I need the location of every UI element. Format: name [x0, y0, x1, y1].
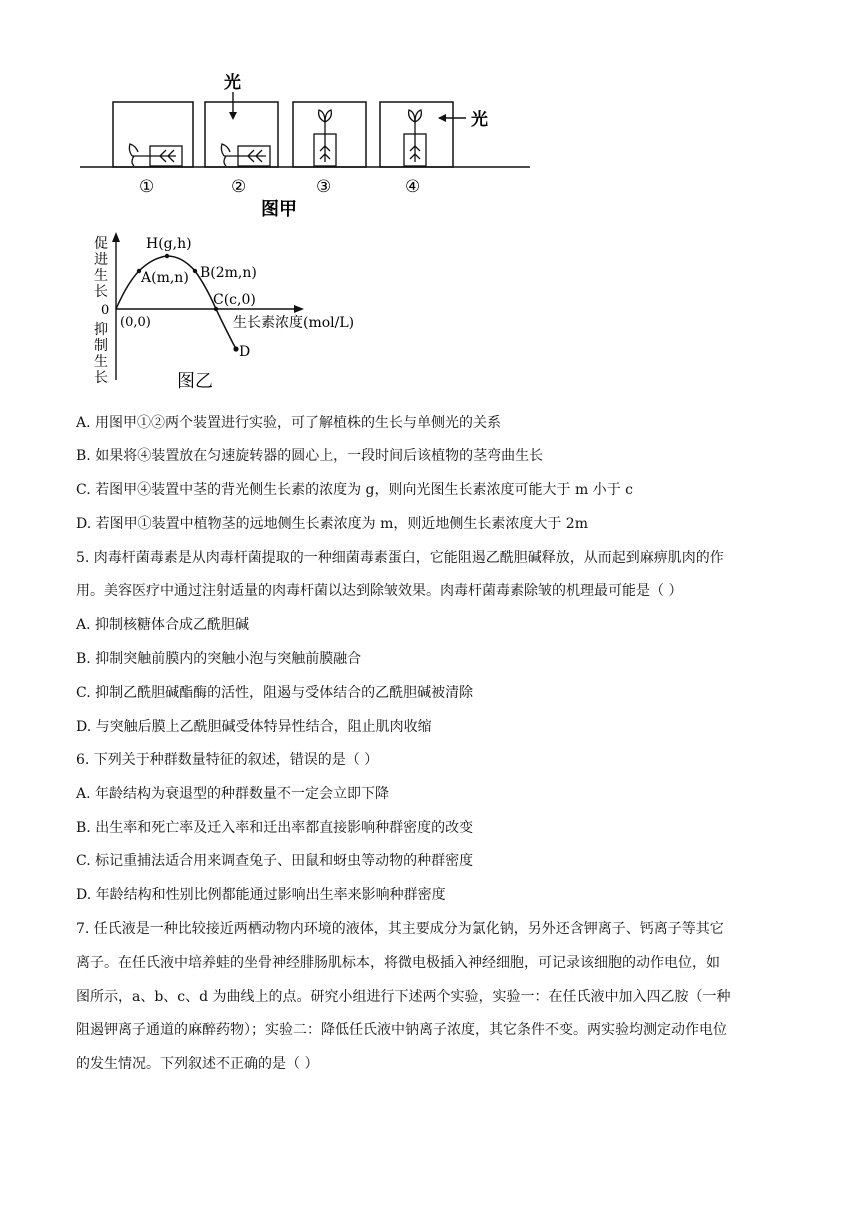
q4-option-b: B. 如果将④装置放在匀速旋转器的圆心上，一段时间后该植物的茎弯曲生长: [76, 448, 544, 464]
q5-option-b: B. 抑制突触前膜内的突触小泡与突触前膜融合: [76, 651, 362, 667]
label-4: ④: [405, 177, 421, 197]
label-1: ①: [139, 177, 155, 197]
q7-line2: 离子。在任氏液中培养蛙的坐骨神经腓肠肌标本，将微电极插入神经细胞，可记录该细胞的动作电位，如: [76, 955, 720, 971]
point-D-label: D: [239, 344, 251, 360]
q7-line4: 阻遏钾离子通道的麻醉药物）；实验二：降低任氏液中钠离子浓度，其它条件不变。两实验均测定动作电位: [76, 1022, 727, 1038]
light-side-label: 光: [471, 110, 488, 130]
q5-option-d: D. 与突触后膜上乙酰胆碱受体特异性结合，阻止肌肉收缩: [76, 719, 432, 735]
point-D-marker: [233, 346, 238, 351]
zero-label: 0: [101, 303, 110, 318]
x-axis-arrow-icon: [294, 305, 304, 313]
point-H-marker: [165, 254, 169, 258]
q7-line3: 图所示，a、b、c、d 为曲线上的点。研究小组进行下述两个实验，实验一：在任氏液中加入四乙胺（一种: [76, 989, 731, 1005]
ylabel-down-4: 长: [94, 370, 108, 386]
q5-stem-line1: 5. 肉毒杆菌毒素是从肉毒杆菌提取的一种细菌毒素蛋白，它能阻遏乙酰胆碱释放，从而起到麻痹肌肉的作: [76, 550, 724, 566]
point-B-label: B(2m,n): [200, 265, 257, 281]
q6-option-b: B. 出生率和死亡率及迁入率和迁出率都直接影响种群密度的改变: [76, 820, 474, 836]
ylabel-up-2: 进: [94, 252, 108, 268]
q4-option-a: A. 用图甲①②两个装置进行实验，可了解植株的生长与单侧光的关系: [76, 415, 502, 431]
figure-jia-caption: 图甲: [261, 199, 297, 220]
light-top-label: 光: [224, 73, 241, 93]
q4-option-c: C. 若图甲④装置中茎的背光侧生长素的浓度为 g，则向光图生长素浓度可能大于 m 小于 c: [76, 482, 633, 498]
y-axis-arrow-icon: [112, 232, 120, 242]
q7-line5: 的发生情况。下列叙述不正确的是（ ）: [76, 1056, 319, 1072]
label-3: ③: [316, 177, 332, 197]
figure-yi-caption: 图乙: [177, 371, 213, 392]
q5-stem-line2: 用。美容医疗中通过注射适量的肉毒杆菌以达到除皱效果。肉毒杆菌毒素除皱的机理最可能是（ ）: [76, 583, 683, 599]
label-2: ②: [231, 177, 247, 197]
ylabel-down-2: 制: [94, 338, 108, 354]
q6-option-c: C. 标记重捕法适合用来调查兔子、田鼠和蚜虫等动物的种群密度: [76, 853, 474, 869]
point-B-marker: [193, 269, 197, 273]
q6-option-d: D. 年龄结构和性别比例都能通过影响出生率来影响种群密度: [76, 887, 446, 903]
ylabel-up-4: 长: [94, 284, 108, 300]
point-H-label: H(g,h): [146, 236, 192, 252]
point-A-label: A(m,n): [141, 270, 189, 286]
q5-option-c: C. 抑制乙酰胆碱酯酶的活性，阻遏与受体结合的乙酰胆碱被清除: [76, 685, 474, 701]
q4-option-d: D. 若图甲①装置中植物茎的远地侧生长素浓度为 m，则近地侧生长素浓度大于 2m: [76, 516, 588, 532]
ylabel-up-1: 促: [94, 236, 108, 252]
xlabel: 生长素浓度(mol/L): [233, 315, 355, 331]
q5-option-a: A. 抑制核糖体合成乙酰胆碱: [76, 617, 250, 633]
ylabel-down-3: 生: [94, 354, 108, 370]
q7-line1: 7. 任氏液是一种比较接近两栖动物内环境的液体，其主要成分为氯化钠，另外还含钾离子、钙离子等其它: [76, 921, 724, 937]
q6-stem: 6. 下列关于种群数量特征的叙述，错误的是（ ）: [76, 752, 379, 768]
origin-label: (0,0): [120, 315, 151, 330]
figure-yi: [0, 0, 860, 400]
ylabel-down-1: 抑: [94, 322, 108, 338]
q6-option-a: A. 年龄结构为衰退型的种群数量不一定会立即下降: [76, 786, 390, 802]
ylabel-up-3: 生: [94, 268, 108, 284]
point-C-label: C(c,0): [213, 292, 256, 308]
